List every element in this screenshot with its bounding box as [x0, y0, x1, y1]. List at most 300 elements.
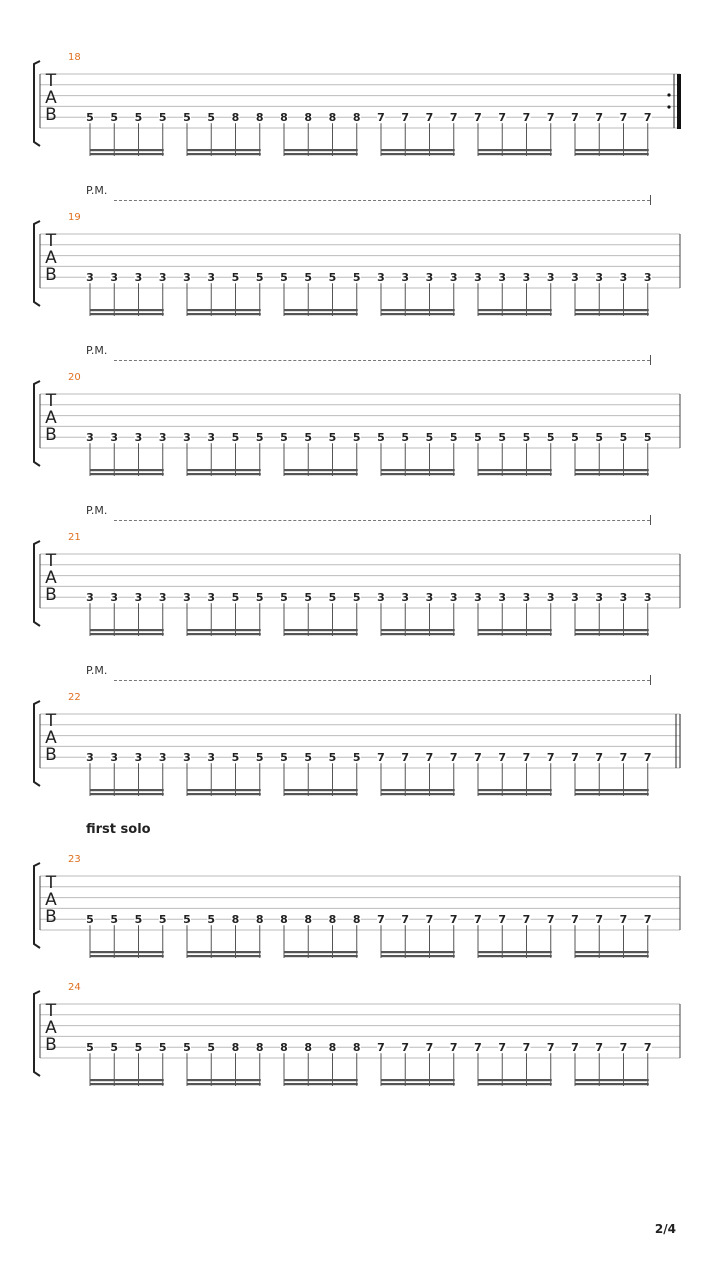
- fret-number: 3: [207, 431, 216, 445]
- fret-number: 7: [498, 111, 507, 125]
- fret-number: 7: [449, 111, 458, 125]
- fret-number: 3: [425, 271, 434, 285]
- palm-mute-label: P.M.: [86, 504, 108, 517]
- fret-number: 8: [280, 111, 288, 125]
- measure-number: 22: [68, 692, 81, 703]
- fret-number: 7: [474, 913, 482, 927]
- beam: [187, 313, 261, 315]
- beam: [478, 469, 552, 471]
- fret-number: 7: [643, 111, 652, 125]
- beam: [284, 1079, 358, 1081]
- fret-number: 5: [207, 1041, 216, 1055]
- fret-number: 5: [255, 271, 264, 285]
- beam: [478, 789, 552, 791]
- beam: [284, 309, 358, 311]
- beam: [381, 469, 455, 471]
- fret-number: 5: [401, 431, 410, 445]
- fret-number: 3: [158, 271, 167, 285]
- fret-number: 3: [595, 271, 604, 285]
- fret-number: 3: [86, 431, 94, 445]
- fret-number: 3: [110, 591, 119, 605]
- fret-number: 7: [595, 751, 604, 765]
- beam: [575, 951, 649, 953]
- beam: [187, 1083, 261, 1085]
- beam: [187, 633, 261, 635]
- beam: [381, 789, 455, 791]
- fret-number: 7: [619, 913, 628, 927]
- beam: [90, 153, 164, 155]
- beam: [187, 951, 261, 953]
- palm-mute-end-mark: [650, 675, 651, 685]
- beam: [284, 469, 358, 471]
- fret-number: 5: [280, 591, 288, 605]
- tab-clef-letter: B: [45, 907, 57, 927]
- fret-number: 3: [110, 431, 119, 445]
- beam: [90, 1083, 164, 1085]
- palm-mute-dashed-line: [114, 360, 650, 361]
- tab-clef-letter: A: [45, 568, 57, 588]
- palm-mute-end-mark: [650, 355, 651, 365]
- fret-number: 5: [619, 431, 628, 445]
- fret-number: 5: [328, 751, 337, 765]
- palm-mute-dashed-line: [114, 200, 650, 201]
- beam: [284, 633, 358, 635]
- beam: [575, 629, 649, 631]
- fret-number: 7: [401, 111, 410, 125]
- fret-number: 7: [571, 111, 579, 125]
- beam: [575, 633, 649, 635]
- fret-number: 5: [280, 431, 288, 445]
- beam: [575, 149, 649, 151]
- fret-number: 3: [134, 751, 143, 765]
- beam: [381, 633, 455, 635]
- beam: [381, 153, 455, 155]
- fret-number: 7: [449, 751, 458, 765]
- fret-number: 7: [425, 751, 434, 765]
- beam: [575, 473, 649, 475]
- beam: [478, 309, 552, 311]
- tab-clef-letter: T: [45, 391, 57, 411]
- fret-number: 7: [595, 913, 604, 927]
- beam: [284, 1083, 358, 1085]
- fret-number: 8: [328, 1041, 337, 1055]
- beam: [381, 1079, 455, 1081]
- system-bracket: [34, 541, 40, 626]
- fret-number: 7: [425, 111, 434, 125]
- beam: [284, 313, 358, 315]
- beam: [284, 955, 358, 957]
- beam: [381, 149, 455, 151]
- fret-number: 5: [134, 111, 143, 125]
- beam: [90, 313, 164, 315]
- beam: [90, 629, 164, 631]
- fret-number: 7: [474, 111, 482, 125]
- beam: [478, 1079, 552, 1081]
- system-bracket: [34, 991, 40, 1076]
- fret-number: 5: [110, 1041, 119, 1055]
- fret-number: 7: [619, 751, 628, 765]
- beam: [478, 633, 552, 635]
- beam: [478, 955, 552, 957]
- tab-clef-letter: A: [45, 248, 57, 268]
- fret-number: 5: [280, 751, 288, 765]
- fret-number: 3: [110, 271, 119, 285]
- tab-clef-letter: A: [45, 1018, 57, 1038]
- fret-number: 7: [377, 111, 385, 125]
- tab-clef-letter: A: [45, 408, 57, 428]
- fret-number: 7: [522, 1041, 531, 1055]
- fret-number: 3: [377, 271, 385, 285]
- beam: [575, 1083, 649, 1085]
- system-bracket: [34, 863, 40, 948]
- beam: [575, 793, 649, 795]
- beam: [90, 309, 164, 311]
- fret-number: 7: [546, 1041, 555, 1055]
- fret-number: 7: [546, 913, 555, 927]
- fret-number: 7: [377, 1041, 385, 1055]
- fret-number: 7: [377, 913, 385, 927]
- fret-number: 5: [546, 431, 555, 445]
- fret-number: 8: [352, 1041, 361, 1055]
- beam: [575, 313, 649, 315]
- beam: [478, 473, 552, 475]
- fret-number: 3: [183, 591, 191, 605]
- fret-number: 5: [304, 431, 313, 445]
- fret-number: 5: [86, 913, 94, 927]
- fret-number: 7: [522, 111, 531, 125]
- fret-number: 3: [498, 271, 507, 285]
- fret-number: 5: [328, 431, 337, 445]
- fret-number: 7: [571, 913, 579, 927]
- fret-number: 5: [304, 751, 313, 765]
- section-label: first solo: [86, 822, 151, 837]
- page-number: 2/4: [654, 1222, 676, 1236]
- fret-number: 5: [280, 271, 288, 285]
- fret-number: 8: [304, 111, 313, 125]
- fret-number: 3: [134, 591, 143, 605]
- beam: [478, 1083, 552, 1085]
- fret-number: 5: [352, 591, 361, 605]
- tab-staff: [0, 990, 720, 1100]
- palm-mute-label: P.M.: [86, 184, 108, 197]
- fret-number: 7: [643, 913, 652, 927]
- beam: [187, 149, 261, 151]
- fret-number: 7: [401, 1041, 410, 1055]
- fret-number: 5: [498, 431, 507, 445]
- beam: [381, 313, 455, 315]
- beam: [90, 633, 164, 635]
- tab-clef-letter: T: [45, 873, 57, 893]
- fret-number: 5: [643, 431, 652, 445]
- fret-number: 3: [449, 271, 458, 285]
- fret-number: 3: [401, 591, 410, 605]
- fret-number: 3: [571, 271, 579, 285]
- fret-number: 3: [643, 271, 652, 285]
- fret-number: 8: [231, 111, 240, 125]
- palm-mute-end-mark: [650, 195, 651, 205]
- fret-number: 3: [158, 431, 167, 445]
- fret-number: 7: [449, 1041, 458, 1055]
- fret-number: 3: [183, 271, 191, 285]
- fret-number: 5: [183, 1041, 191, 1055]
- tab-clef-letter: B: [45, 1035, 57, 1055]
- fret-number: 8: [255, 1041, 264, 1055]
- fret-number: 7: [643, 751, 652, 765]
- fret-number: 8: [280, 1041, 288, 1055]
- beam: [90, 469, 164, 471]
- fret-number: 5: [522, 431, 531, 445]
- system-bracket: [34, 61, 40, 146]
- fret-number: 3: [522, 591, 531, 605]
- beam: [284, 793, 358, 795]
- beam: [575, 309, 649, 311]
- beam: [478, 629, 552, 631]
- beam: [90, 955, 164, 957]
- fret-number: 5: [158, 913, 167, 927]
- fret-number: 5: [231, 591, 240, 605]
- fret-number: 3: [110, 751, 119, 765]
- fret-number: 5: [377, 431, 385, 445]
- fret-number: 3: [546, 271, 555, 285]
- fret-number: 8: [255, 913, 264, 927]
- tab-staff: [0, 862, 720, 972]
- palm-mute-end-mark: [650, 515, 651, 525]
- measure-number: 21: [68, 532, 81, 543]
- beam: [90, 951, 164, 953]
- fret-number: 7: [546, 111, 555, 125]
- fret-number: 7: [425, 913, 434, 927]
- fret-number: 7: [643, 1041, 652, 1055]
- fret-number: 3: [134, 431, 143, 445]
- tab-staff: [0, 60, 720, 170]
- fret-number: 3: [449, 591, 458, 605]
- fret-number: 3: [207, 271, 216, 285]
- fret-number: 7: [401, 913, 410, 927]
- fret-number: 8: [304, 1041, 313, 1055]
- tab-staff: [0, 380, 720, 490]
- beam: [90, 789, 164, 791]
- fret-number: 3: [207, 751, 216, 765]
- fret-number: 5: [474, 431, 482, 445]
- fret-number: 3: [546, 591, 555, 605]
- fret-number: 5: [158, 111, 167, 125]
- fret-number: 8: [280, 913, 288, 927]
- beam: [284, 149, 358, 151]
- fret-number: 7: [595, 111, 604, 125]
- fret-number: 5: [183, 913, 191, 927]
- fret-number: 7: [522, 751, 531, 765]
- beam: [381, 473, 455, 475]
- beam: [381, 629, 455, 631]
- fret-number: 7: [401, 751, 410, 765]
- fret-number: 7: [595, 1041, 604, 1055]
- fret-number: 5: [183, 111, 191, 125]
- fret-number: 8: [304, 913, 313, 927]
- tab-staff: [0, 700, 720, 810]
- fret-number: 3: [183, 751, 191, 765]
- fret-number: 3: [595, 591, 604, 605]
- fret-number: 3: [377, 591, 385, 605]
- beam: [90, 149, 164, 151]
- fret-number: 7: [474, 1041, 482, 1055]
- tab-clef-letter: A: [45, 728, 57, 748]
- tab-clef-letter: B: [45, 425, 57, 445]
- beam: [187, 955, 261, 957]
- fret-number: 5: [86, 1041, 94, 1055]
- beam: [575, 1079, 649, 1081]
- fret-number: 5: [110, 111, 119, 125]
- fret-number: 3: [158, 591, 167, 605]
- beam: [381, 1083, 455, 1085]
- beam: [187, 153, 261, 155]
- beam: [284, 629, 358, 631]
- fret-number: 5: [352, 751, 361, 765]
- fret-number: 5: [158, 1041, 167, 1055]
- fret-number: 7: [498, 913, 507, 927]
- fret-number: 3: [474, 271, 482, 285]
- fret-number: 5: [571, 431, 579, 445]
- palm-mute-label: P.M.: [86, 664, 108, 677]
- tab-clef-letter: T: [45, 711, 57, 731]
- beam: [90, 473, 164, 475]
- fret-number: 7: [522, 913, 531, 927]
- beam: [187, 469, 261, 471]
- fret-number: 5: [231, 431, 240, 445]
- tab-clef-letter: B: [45, 265, 57, 285]
- beam: [187, 789, 261, 791]
- beam: [478, 313, 552, 315]
- beam: [187, 793, 261, 795]
- fret-number: 3: [571, 591, 579, 605]
- fret-number: 3: [158, 751, 167, 765]
- tab-clef-letter: T: [45, 1001, 57, 1021]
- fret-number: 3: [183, 431, 191, 445]
- fret-number: 3: [425, 591, 434, 605]
- beam: [284, 789, 358, 791]
- palm-mute-dashed-line: [114, 520, 650, 521]
- fret-number: 5: [449, 431, 458, 445]
- measure-number: 23: [68, 854, 81, 865]
- beam: [187, 473, 261, 475]
- fret-number: 7: [546, 751, 555, 765]
- tab-clef-letter: T: [45, 71, 57, 91]
- beam: [381, 951, 455, 953]
- fret-number: 3: [86, 591, 94, 605]
- fret-number: 3: [474, 591, 482, 605]
- beam: [284, 951, 358, 953]
- fret-number: 3: [401, 271, 410, 285]
- system-bracket: [34, 381, 40, 466]
- beam: [381, 309, 455, 311]
- fret-number: 7: [449, 913, 458, 927]
- fret-number: 5: [328, 271, 337, 285]
- fret-number: 7: [619, 1041, 628, 1055]
- fret-number: 8: [328, 913, 337, 927]
- fret-number: 5: [595, 431, 604, 445]
- measure-number: 19: [68, 212, 81, 223]
- beam: [187, 309, 261, 311]
- measure-number: 20: [68, 372, 81, 383]
- beam: [575, 153, 649, 155]
- fret-number: 8: [328, 111, 337, 125]
- fret-number: 5: [231, 271, 240, 285]
- beam: [478, 951, 552, 953]
- system-bracket: [34, 701, 40, 786]
- tab-clef-letter: B: [45, 585, 57, 605]
- fret-number: 5: [134, 913, 143, 927]
- beam: [575, 789, 649, 791]
- beam: [478, 149, 552, 151]
- beam: [90, 1079, 164, 1081]
- fret-number: 5: [134, 1041, 143, 1055]
- repeat-dot: [667, 105, 670, 108]
- fret-number: 3: [498, 591, 507, 605]
- fret-number: 7: [571, 1041, 579, 1055]
- measure-number: 24: [68, 982, 81, 993]
- palm-mute-label: P.M.: [86, 344, 108, 357]
- end-repeat-thick-line: [677, 74, 681, 129]
- tab-clef-letter: A: [45, 890, 57, 910]
- fret-number: 3: [86, 271, 94, 285]
- repeat-dot: [667, 93, 670, 96]
- fret-number: 3: [619, 271, 628, 285]
- tab-staff: [0, 220, 720, 330]
- tab-clef-letter: T: [45, 551, 57, 571]
- fret-number: 5: [255, 751, 264, 765]
- beam: [575, 955, 649, 957]
- beam: [381, 793, 455, 795]
- fret-number: 5: [207, 111, 216, 125]
- fret-number: 7: [377, 751, 385, 765]
- fret-number: 5: [255, 591, 264, 605]
- beam: [284, 153, 358, 155]
- fret-number: 8: [255, 111, 264, 125]
- fret-number: 8: [352, 111, 361, 125]
- measure-number: 18: [68, 52, 81, 63]
- fret-number: 5: [304, 591, 313, 605]
- tab-clef-letter: B: [45, 105, 57, 125]
- fret-number: 5: [352, 431, 361, 445]
- beam: [187, 629, 261, 631]
- fret-number: 8: [231, 913, 240, 927]
- fret-number: 7: [474, 751, 482, 765]
- palm-mute-dashed-line: [114, 680, 650, 681]
- tab-staff: [0, 540, 720, 650]
- beam: [187, 1079, 261, 1081]
- fret-number: 3: [86, 751, 94, 765]
- fret-number: 5: [352, 271, 361, 285]
- fret-number: 3: [643, 591, 652, 605]
- beam: [478, 793, 552, 795]
- beam: [575, 469, 649, 471]
- beam: [381, 955, 455, 957]
- tab-clef-letter: B: [45, 745, 57, 765]
- fret-number: 5: [328, 591, 337, 605]
- fret-number: 8: [352, 913, 361, 927]
- fret-number: 7: [425, 1041, 434, 1055]
- fret-number: 3: [619, 591, 628, 605]
- fret-number: 3: [522, 271, 531, 285]
- fret-number: 5: [86, 111, 94, 125]
- fret-number: 5: [304, 271, 313, 285]
- tab-clef-letter: T: [45, 231, 57, 251]
- fret-number: 3: [134, 271, 143, 285]
- beam: [284, 473, 358, 475]
- beam: [478, 153, 552, 155]
- fret-number: 5: [207, 913, 216, 927]
- tab-clef-letter: A: [45, 88, 57, 108]
- fret-number: 7: [498, 1041, 507, 1055]
